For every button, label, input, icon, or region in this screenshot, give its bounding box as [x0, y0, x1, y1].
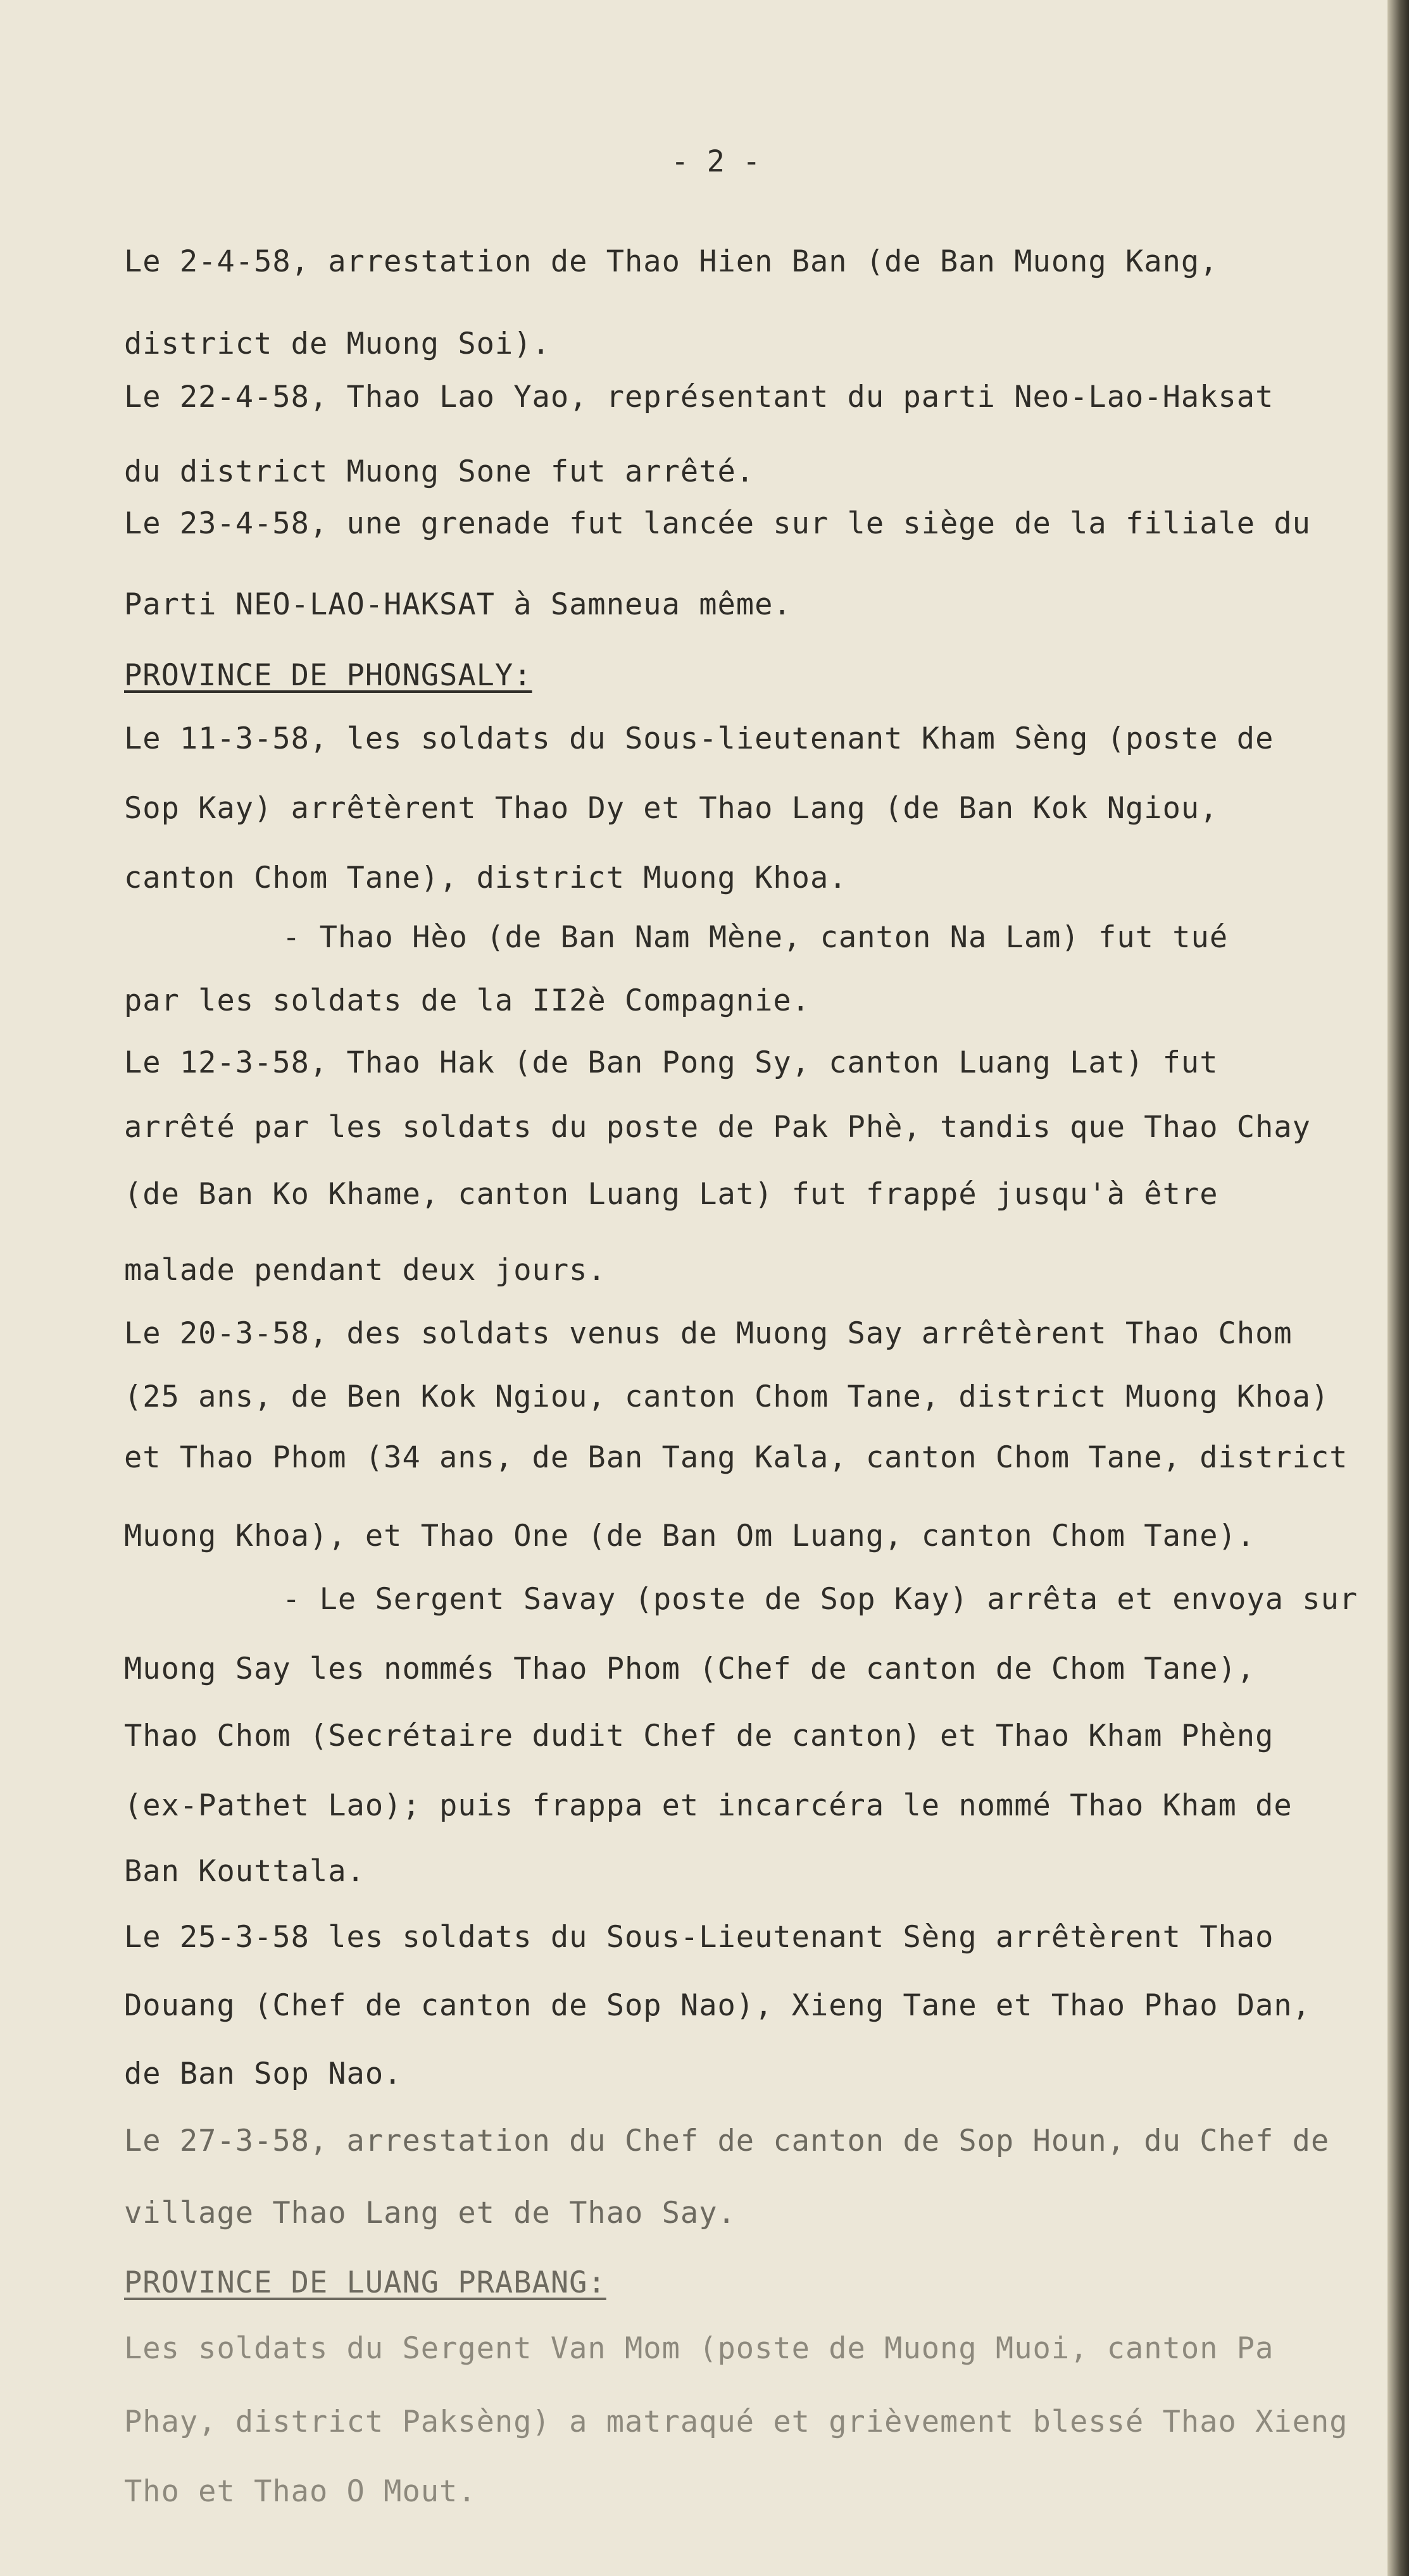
text-line: (25 ans, de Ben Kok Ngiou, canton Chom Tane, district Muong Khoa) [124, 1379, 1330, 1414]
text-line: Ban Kouttala. [124, 1854, 365, 1889]
text-line: Le 27-3-58, arrestation du Chef de canton de Sop Houn, du Chef de [124, 2124, 1330, 2158]
text-line: village Thao Lang et de Thao Say. [124, 2196, 736, 2231]
text-line: Muong Say les nommés Thao Phom (Chef de canton de Chom Tane), [124, 1652, 1256, 1686]
text-line: Les soldats du Sergent Van Mom (poste de Muong Muoi, canton Pa [124, 2331, 1274, 2366]
text-line: Muong Khoa), et Thao One (de Ban Om Luang, canton Chom Tane). [124, 1519, 1256, 1553]
text-line: de Ban Sop Nao. [124, 2056, 403, 2091]
text-line: et Thao Phom (34 ans, de Ban Tang Kala, canton Chom Tane, district [124, 1440, 1348, 1475]
text-line: - Le Sergent Savay (poste de Sop Kay) arrêta et envoya sur [282, 1582, 1358, 1617]
text-line: arrêté par les soldats du poste de Pak Phè, tandis que Thao Chay [124, 1110, 1311, 1145]
text-line: Le 23-4-58, une grenade fut lancée sur le siège de la filiale du [124, 506, 1311, 541]
text-line: par les soldats de la II2è Compagnie. [124, 983, 810, 1018]
text-line: Tho et Thao O Mout. [124, 2474, 477, 2509]
text-line: Phay, district Paksèng) a matraqué et grièvement blessé Thao Xieng [124, 2405, 1348, 2439]
text-line: Sop Kay) arrêtèrent Thao Dy et Thao Lang (de Ban Kok Ngiou, [124, 791, 1218, 826]
text-line: Parti NEO-LAO-HAKSAT à Samneua même. [124, 587, 792, 622]
text-line: - Thao Hèo (de Ban Nam Mène, canton Na Lam) fut tué [282, 920, 1229, 955]
text-line: Le 22-4-58, Thao Lao Yao, représentant du parti Neo-Lao-Haksat [124, 380, 1274, 414]
section-heading: PROVINCE DE LUANG PRABANG: [124, 2265, 606, 2300]
text-line: du district Muong Sone fut arrêté. [124, 454, 755, 489]
text-line: Le 2-4-58, arrestation de Thao Hien Ban (de Ban Muong Kang, [124, 244, 1218, 279]
page-binding-edge [1387, 0, 1409, 2576]
section-heading: PROVINCE DE PHONGSALY: [124, 658, 532, 693]
text-line: malade pendant deux jours. [124, 1253, 606, 1288]
text-line: canton Chom Tane), district Muong Khoa. [124, 861, 848, 895]
text-line: Le 25-3-58 les soldats du Sous-Lieutenant Sèng arrêtèrent Thao [124, 1920, 1274, 1955]
text-line: Le 12-3-58, Thao Hak (de Ban Pong Sy, canton Luang Lat) fut [124, 1045, 1218, 1080]
text-line: district de Muong Soi). [124, 327, 551, 361]
text-line: (ex-Pathet Lao); puis frappa et incarcéra le nommé Thao Kham de [124, 1788, 1293, 1823]
text-line: Le 11-3-58, les soldats du Sous-lieutenant Kham Sèng (poste de [124, 721, 1274, 756]
text-line: Thao Chom (Secrétaire dudit Chef de canton) et Thao Kham Phèng [124, 1719, 1274, 1753]
text-line: Le 20-3-58, des soldats venus de Muong Say arrêtèrent Thao Chom [124, 1316, 1293, 1351]
text-line: (de Ban Ko Khame, canton Luang Lat) fut frappé jusqu'à être [124, 1177, 1218, 1212]
page-number: - 2 - [671, 144, 761, 179]
text-line: Douang (Chef de canton de Sop Nao), Xieng Tane et Thao Phao Dan, [124, 1988, 1311, 2023]
